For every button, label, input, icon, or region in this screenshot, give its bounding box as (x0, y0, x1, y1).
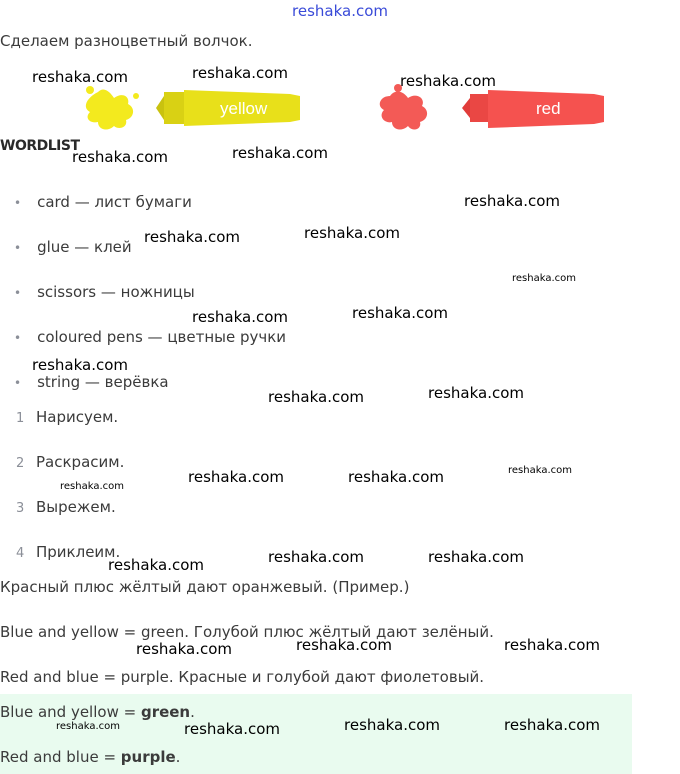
watermark: reshaka.com (508, 465, 572, 476)
step-text: Вырежем. (36, 498, 116, 516)
red-marker-label: red (536, 99, 561, 118)
watermark: reshaka.com (192, 64, 288, 82)
watermark: reshaka.com (56, 721, 120, 732)
watermark: reshaka.com (32, 356, 128, 374)
watermark: reshaka.com (504, 716, 600, 734)
yellow-splash-icon (86, 86, 139, 129)
yellow-marker-icon (156, 90, 300, 126)
watermark: reshaka.com (108, 556, 204, 574)
step-item (16, 453, 124, 471)
step-text: Нарисуем. (36, 408, 119, 426)
watermark: reshaka.com (268, 548, 364, 566)
watermark: reshaka.com (352, 304, 448, 322)
bullet-icon: • (14, 331, 22, 345)
list-item: • glue — клей (14, 238, 132, 256)
watermark: reshaka.com (192, 308, 288, 326)
bullet-icon: • (14, 286, 22, 300)
bullet-icon: • (14, 376, 22, 390)
translation-line: Красный плюс жёлтый дают оранжевый. (Пример.) (0, 578, 410, 596)
list-item: • coloured pens — цветные ручки (14, 328, 287, 346)
answer-bold: purple (120, 748, 176, 766)
step-number: 2 (16, 456, 25, 471)
watermark: reshaka.com (400, 72, 496, 90)
answer-bold: green (140, 703, 191, 721)
red-marker-icon (462, 90, 604, 128)
watermark: reshaka.com (60, 481, 124, 492)
list-item: • string — верёвка (14, 373, 169, 391)
watermark: reshaka.com (304, 224, 400, 242)
watermark: reshaka.com (464, 192, 560, 210)
wordlist-heading: WORDLIST (0, 138, 80, 154)
step-item (16, 498, 116, 516)
watermark: reshaka.com (512, 273, 576, 284)
watermark: reshaka.com (428, 384, 524, 402)
answer-line: Red and blue = purple. (0, 748, 181, 766)
step-item (16, 543, 120, 561)
step-number: 3 (16, 501, 25, 516)
red-splash-icon (380, 84, 427, 129)
watermark: reshaka.com (296, 636, 392, 654)
intro-text: Сделаем разноцветный волчок. (0, 32, 253, 50)
bullet-icon: • (14, 196, 22, 210)
step-number: 1 (16, 411, 25, 426)
step-text: Раскрасим. (36, 453, 125, 471)
bullet-icon: • (14, 241, 22, 255)
step-text: Приклеим. (36, 543, 121, 561)
watermark: reshaka.com (32, 68, 128, 86)
watermark: reshaka.com (136, 640, 232, 658)
translation-line: Red and blue = purple. Красные и голубой дают фиолетовый. (0, 668, 485, 686)
watermark: reshaka.com (188, 468, 284, 486)
watermark: reshaka.com (344, 716, 440, 734)
watermark: reshaka.com (268, 388, 364, 406)
watermark: reshaka.com (232, 144, 328, 162)
translation-line: Blue and yellow = green. Голубой плюс жёлтый дают зелёный. (0, 623, 494, 641)
step-item (16, 408, 118, 426)
step-number: 4 (16, 546, 25, 561)
site-header-link[interactable]: reshaka.com (292, 2, 388, 20)
watermark: reshaka.com (428, 548, 524, 566)
watermark: reshaka.com (144, 228, 240, 246)
watermark: reshaka.com (348, 468, 444, 486)
markers-illustration (70, 82, 610, 134)
watermark: reshaka.com (72, 148, 168, 166)
watermark: reshaka.com (184, 720, 280, 738)
yellow-marker-label: yellow (220, 99, 268, 118)
list-item: • scissors — ножницы (14, 283, 195, 301)
watermark: reshaka.com (504, 636, 600, 654)
answer-line: Blue and yellow = green. (0, 703, 195, 721)
list-item: • card — лист бумаги (14, 193, 192, 211)
